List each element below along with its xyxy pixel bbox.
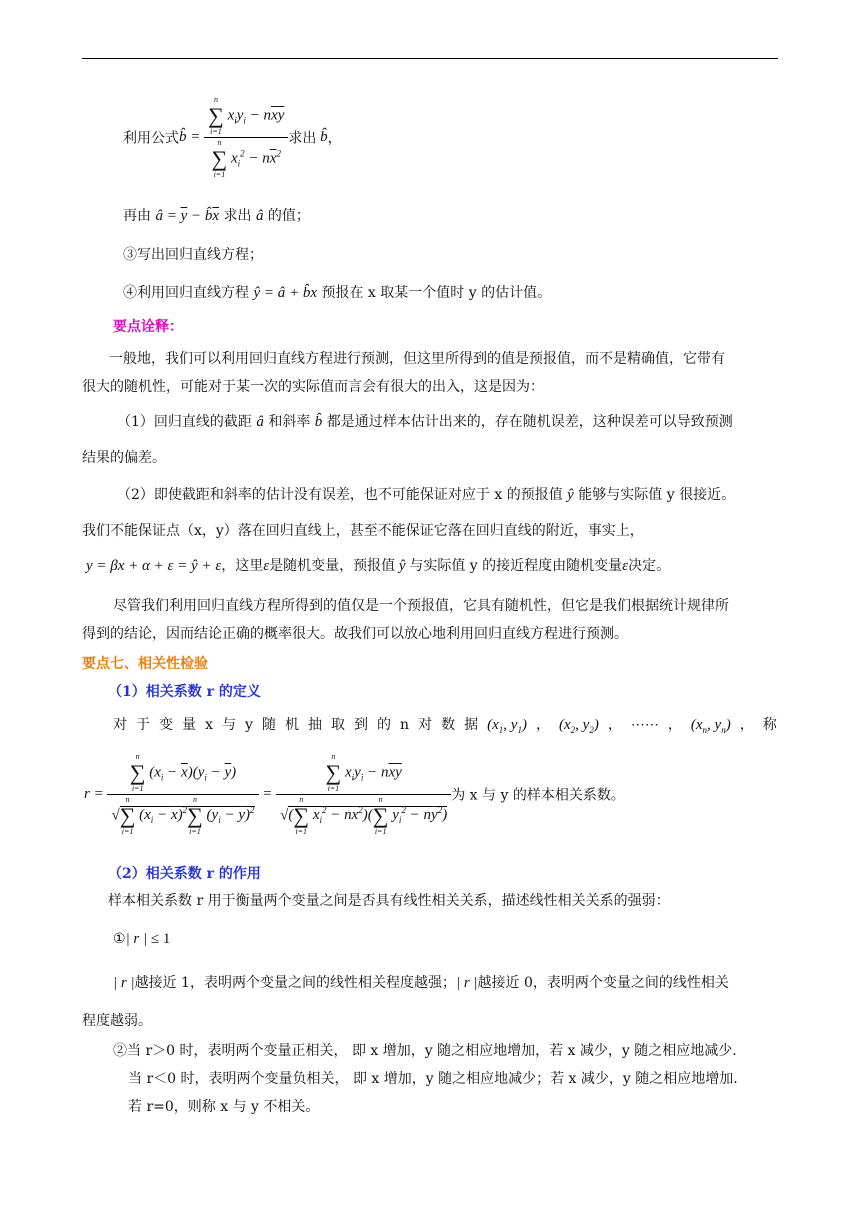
formula-r: r = n ∑ i=1 $(x_i - \overline{x})(y_i - \overline{y})$ √ n ∑ i=1 $(x_i - \overline{x})^2$ n ∑ i=1 $(y_i - \overline{y})^2$ = n ∑ i=1 $x_iy_i - n\overline{x}\overline{y}$ √( n ∑ i=1 $x_i^2 - n\overline{x}^2$)( n ∑ i=1 $y_i^2 - n\overline{y}^2$)	[84, 786, 451, 802]
para-7b: 当 r＜0 时，表明两个变量负相关， 即 x 增加，y 随之相应地减少；若 x 减少，y 随之相应地增加.	[128, 1071, 738, 1087]
word: 随	[261, 717, 276, 733]
text: 求出	[288, 130, 317, 147]
text: ①	[113, 931, 126, 947]
comma: ，	[327, 130, 342, 147]
math-abs-r: | r |	[113, 975, 135, 991]
word: n	[400, 717, 410, 733]
para-4a: 尽管我们利用回归直线方程所得到的值仅是一个预报值，它具有随机性，但它是我们根据统计规律所	[113, 598, 729, 614]
para-3a	[117, 486, 735, 504]
word: y	[245, 717, 253, 733]
word: 与	[221, 717, 236, 733]
text: 决定。	[628, 558, 671, 574]
para-6a	[113, 974, 729, 992]
math-a-hat: â	[255, 208, 264, 224]
separator: ，	[535, 717, 550, 733]
word: 变	[159, 717, 174, 733]
math-y-hat: ŷ	[567, 487, 574, 503]
line-a-hat	[123, 207, 310, 225]
word: 取	[330, 717, 345, 733]
note-heading: 要点诠释：	[113, 319, 183, 335]
text: ，这里	[221, 558, 264, 574]
para-3c	[86, 557, 670, 575]
definition-line	[113, 716, 777, 739]
formula-abs-r: | r | ≤ 1	[125, 931, 171, 947]
math-epsilon: ε	[263, 558, 270, 574]
word: 据	[464, 717, 479, 733]
section-heading-7: 要点七、相关性检验	[82, 656, 208, 672]
para-3b: 我们不能保证点（x，y）落在回归直线上，甚至不能保证它落在回归直线的附近，事实上，	[82, 523, 644, 539]
formula-epsilon: y = βx + α + ε = ŷ + ε	[86, 558, 222, 574]
para-5: 样本相关系数 r 用于衡量两个变量之间是否具有线性相关关系，描述线性相关关系的强弱：	[108, 893, 670, 909]
pair-1: ($x_1$, $y_1$)	[487, 717, 527, 735]
word: 数	[441, 717, 456, 733]
text: 再由	[123, 208, 151, 224]
ellipsis: ⋯⋯	[630, 717, 659, 733]
math-b-hat: b̂	[316, 129, 328, 145]
word: 对	[418, 717, 433, 733]
para-2b: 结果的偏差。	[82, 450, 166, 466]
word: 的	[377, 717, 392, 733]
text: 越接近 1，表明两个变量之间的线性相关程度越强；	[134, 975, 456, 991]
math-b-hat: b̂	[314, 414, 323, 430]
text: 的值；	[267, 208, 310, 224]
math-a-hat: â	[256, 414, 264, 430]
word: 于	[136, 717, 151, 733]
subheading-2: （2）相关系数 r 的作用	[108, 866, 261, 882]
text: 利用公式	[123, 130, 179, 147]
separator: ，	[667, 717, 682, 733]
math-abs-r: | r |	[455, 975, 478, 991]
pair-n: ($x_n$, $y_n$)	[690, 717, 731, 735]
text: 都是通过样本估计出来的，存在随机误差，这种误差可以导致预测	[326, 414, 733, 430]
para-7a: ②当 r＞0 时，表明两个变量正相关， 即 x 增加，y 随之相应地增加，若 x 减少，y 随之相应地减少.	[113, 1043, 737, 1059]
step-4	[123, 284, 551, 302]
word: 到	[354, 717, 368, 733]
para-1b: 很大的随机性，可能对于某一次的实际值而言会有很大的出入，这是因为：	[82, 379, 544, 395]
formula-b-hat-line	[123, 95, 342, 180]
text: 和斜率	[268, 414, 311, 430]
math-y-hat: ŷ	[395, 558, 410, 574]
formula-a-hat: â = $\overline{y}$ − $b̂\overline{x}$	[155, 208, 220, 224]
step-3: ③写出回归直线方程；	[123, 247, 263, 263]
separator: ，	[739, 717, 754, 733]
item-1	[113, 930, 170, 948]
text: 是随机变量，预报值	[269, 558, 396, 574]
para-2a	[117, 413, 733, 431]
word: 量	[182, 717, 197, 733]
pair-2: ($x_2$, $y_2$)	[558, 717, 599, 735]
math-epsilon: ε	[622, 558, 629, 574]
text: （2）即使截距和斜率的估计没有误差，也不可能保证对应于 x 的预报值	[117, 487, 563, 503]
text: 能够与实际值 y 很接近。	[578, 487, 736, 503]
text: 越接近 0，表明两个变量之间的线性相关	[477, 975, 729, 991]
subheading-1: （1）相关系数 r 的定义	[108, 684, 261, 700]
word: 抽	[307, 717, 322, 733]
header-rule	[82, 58, 778, 59]
text: ④利用回归直线方程	[123, 285, 249, 301]
word: 对	[113, 717, 127, 733]
para-4b: 得到的结论，因而结论正确的概率很大。故我们可以放心地利用回归直线方程进行预测。	[82, 626, 628, 642]
text: 求出	[223, 208, 252, 224]
formula-regression: ŷ = â + b̂x	[253, 285, 318, 301]
correlation-formula-line	[84, 752, 625, 837]
formula-b-hat: b̂ = n ∑ i=1 $x_iy_i - n\overline{x}\overline{y}$ n ∑ i=1 $x_i^2 - n\overline{x}^2$	[179, 129, 288, 145]
separator: ，	[607, 717, 622, 733]
word: x	[205, 717, 213, 733]
para-6b: 程度越弱。	[82, 1013, 152, 1029]
para-1a: 一般地，我们可以利用回归直线方程进行预测，但这里所得到的值是预报值，而不是精确值，它带有	[109, 351, 725, 367]
text: 为 x 与 y 的样本相关系数。	[451, 787, 625, 804]
word: 称	[762, 717, 777, 733]
word: 机	[284, 717, 299, 733]
text: 预报在 x 取某一个值时 y 的估计值。	[321, 285, 552, 301]
text: 与实际值 y 的接近程度由随机变量	[409, 558, 623, 574]
text: （1）回归直线的截距	[117, 414, 252, 430]
para-7c: 若 r=0，则称 x 与 y 不相关。	[128, 1099, 320, 1115]
